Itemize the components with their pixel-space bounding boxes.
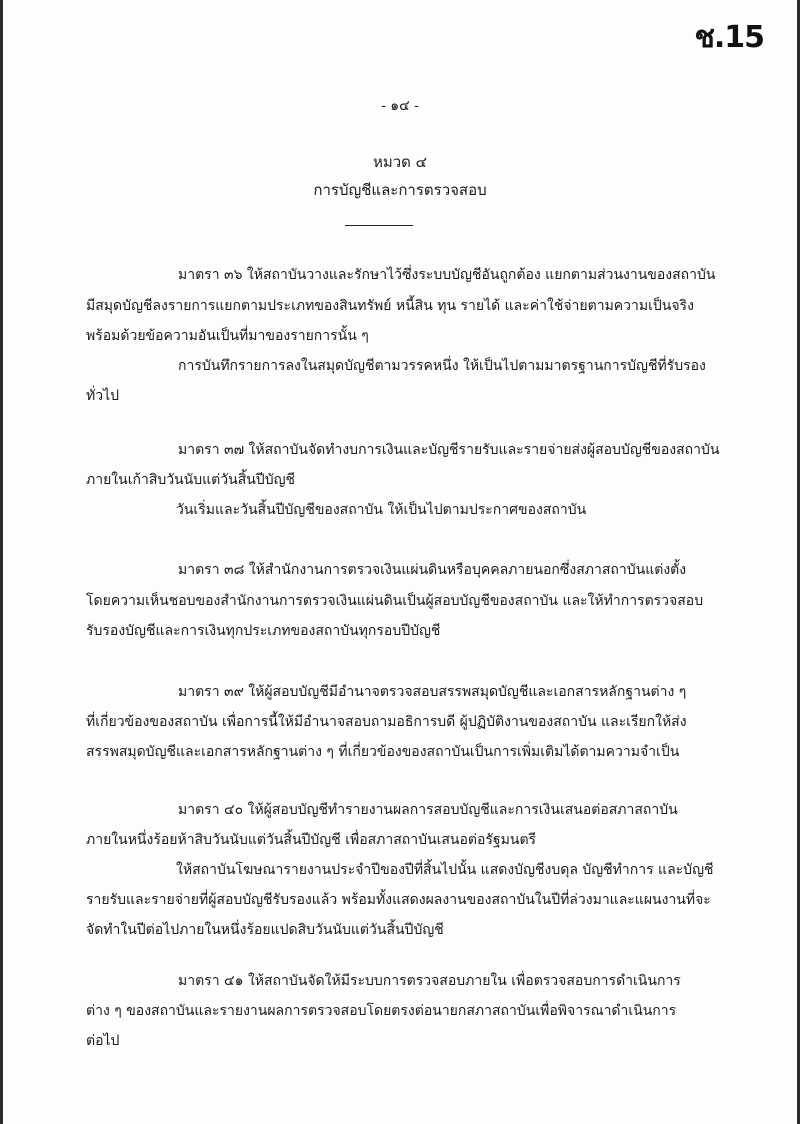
body-line: รายรับและรายจ่ายที่ผู้สอบบัญชีรับรองแล้ว พร้อมทั้งแสดงผลงานของสถาบันในปีที่ล่วงมาและแผนงานที่จะ <box>86 892 711 908</box>
body-line: มาตรา ๓๗ ให้สถาบันจัดทำงบการเงินและบัญชีรายรับและรายจ่ายส่งผู้สอบบัญชีของสถาบัน <box>178 442 720 458</box>
body-line: พร้อมด้วยข้อความอันเป็นที่มาของรายการนั้น ๆ <box>86 328 369 344</box>
body-line: ที่เกี่ยวข้องของสถาบัน เพื่อการนี้ให้มีอำนาจสอบถามอธิการบดี ผู้ปฏิบัติงานของสถาบัน และเรียกให้ส่ง <box>86 714 687 730</box>
body-line: สรรพสมุดบัญชีและเอกสารหลักฐานต่าง ๆ ที่เกี่ยวข้องของสถาบันเป็นการเพิ่มเติมได้ตามความจำเป็น <box>86 744 680 760</box>
chapter-number: หมวด ๔ <box>372 153 428 171</box>
chapter-title: การบัญชีและการตรวจสอบ <box>313 181 487 199</box>
body-line: มาตรา ๓๖ ให้สถาบันวางและรักษาไว้ซึ่งระบบบัญชีอันถูกต้อง แยกตามส่วนงานของสถาบัน <box>178 267 716 283</box>
body-line: ให้สถาบันโฆษณารายงานประจำปีของปีที่สิ้นไปนั้น แสดงบัญชีงบดุล บัญชีทำการ และบัญชี <box>176 862 714 878</box>
body-line: ต่าง ๆ ของสถาบันและรายงานผลการตรวจสอบโดยตรงต่อนายกสภาสถาบันเพื่อพิจารณาดำเนินการ <box>86 1003 677 1019</box>
body-line: มาตรา ๔๑ ให้สถาบันจัดให้มีระบบการตรวจสอบภายใน เพื่อตรวจสอบการดำเนินการ <box>178 973 681 989</box>
body-line: มาตรา ๓๙ ให้ผู้สอบบัญชีมีอำนาจตรวจสอบสรรพสมุดบัญชีและเอกสารหลักฐานต่าง ๆ <box>178 684 687 700</box>
body-line: จัดทำในปีต่อไปภายในหนึ่งร้อยแปดสิบวันนับแต่วันสิ้นปีบัญชี <box>86 922 444 938</box>
body-line: มาตรา ๔๐ ให้ผู้สอบบัญชีทำรายงานผลการสอบบัญชีและการเงินเสนอต่อสภาสถาบัน <box>178 802 678 818</box>
body-line: โดยความเห็นชอบของสำนักงานการตรวจเงินแผ่นดินเป็นผู้สอบบัญชีของสถาบัน และให้ทำการตรวจสอบ <box>86 593 704 609</box>
body-line: มาตรา ๓๘ ให้สำนักงานการตรวจเงินแผ่นดินหรือบุคคลภายนอกซึ่งสภาสถาบันแต่งตั้ง <box>178 562 687 578</box>
body-line: มีสมุดบัญชีลงรายการแยกตามประเภทของสินทรัพย์ หนี้สิน ทุน รายได้ และค่าใช้จ่ายตามความเป็นจริง <box>86 298 694 314</box>
body-line: การบันทึกรายการลงในสมุดบัญชีตามวรรคหนึ่ง ให้เป็นไปตามมาตรฐานการบัญชีที่รับรอง <box>178 358 706 374</box>
body-line: ภายในหนึ่งร้อยห้าสิบวันนับแต่วันสิ้นปีบัญชี เพื่อสภาสถาบันเสนอต่อรัฐมนตรี <box>86 832 537 848</box>
handwritten-page-mark: ช.15 <box>694 20 764 55</box>
title-underline <box>345 225 413 226</box>
body-line: ต่อไป <box>86 1033 120 1049</box>
body-line: วันเริ่มและวันสิ้นปีบัญชีของสถาบัน ให้เป็นไปตามประกาศของสถาบัน <box>176 502 587 518</box>
page-number: - ๑๔ - <box>381 98 419 114</box>
body-line: ภายในเก้าสิบวันนับแต่วันสิ้นปีบัญชี <box>86 472 296 488</box>
body-line: ทั่วไป <box>86 388 120 404</box>
body-line: รับรองบัญชีและการเงินทุกประเภทของสถาบันทุกรอบปีบัญชี <box>86 623 441 639</box>
